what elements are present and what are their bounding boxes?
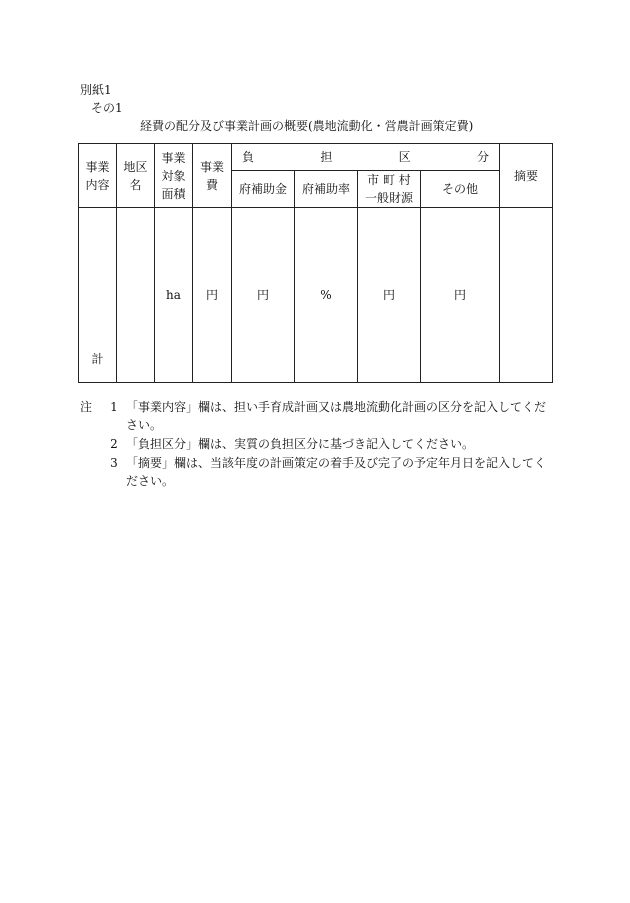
- notes-section: [80, 398, 554, 491]
- attachment-label: 別紙1: [80, 83, 112, 97]
- header-pref-rate: 府補助率: [295, 171, 358, 208]
- header-target-area: 事業 対象 面積: [155, 144, 193, 208]
- note-item: [80, 435, 554, 453]
- note-text: 「事業内容」欄は、担い手育成計画又は農地流動化計画の区分を記入してください。: [126, 400, 547, 432]
- remarks-cell: [500, 208, 553, 383]
- document-title: 経費の配分及び事業計画の概要(農地流動化・営農計画策定費): [140, 119, 474, 133]
- pref-rate-unit: %: [295, 208, 358, 383]
- header-row-1: [79, 144, 553, 171]
- note-number: 3: [110, 456, 118, 470]
- note-text: 「負担区分」欄は、実質の負担区分に基づき記入してください。: [126, 437, 475, 451]
- note-number: 2: [110, 437, 118, 451]
- header-project-cost: 事業 費: [193, 144, 232, 208]
- note-item: [80, 454, 554, 490]
- note-text: 「摘要」欄は、当該年度の計画策定の着手及び完了の予定年月日を記入してください。: [126, 456, 547, 488]
- other-unit: 円: [421, 208, 500, 383]
- header-municipal-funds: 市 町 村 一般財源: [358, 171, 421, 208]
- header-pref-subsidy: 府補助金: [232, 171, 295, 208]
- municipal-unit: 円: [358, 208, 421, 383]
- header-project-content: 事業 内容: [79, 144, 117, 208]
- header-burden-group: 負 担 区 分: [232, 144, 500, 171]
- header-other: その他: [421, 171, 500, 208]
- notes-lead: 注: [80, 400, 93, 414]
- pref-subsidy-unit: 円: [232, 208, 295, 383]
- area-name-cell: [117, 208, 155, 383]
- target-area-unit: ha: [155, 208, 193, 383]
- header-remarks: 摘要: [500, 144, 553, 208]
- note-item: [80, 398, 554, 434]
- data-row: [79, 208, 553, 383]
- total-label-cell: 計: [79, 208, 117, 383]
- header-area-name: 地区 名: [117, 144, 155, 208]
- project-cost-unit: 円: [193, 208, 232, 383]
- note-number: 1: [110, 400, 118, 414]
- part-label: その1: [91, 101, 123, 115]
- plan-summary-table: [78, 143, 553, 383]
